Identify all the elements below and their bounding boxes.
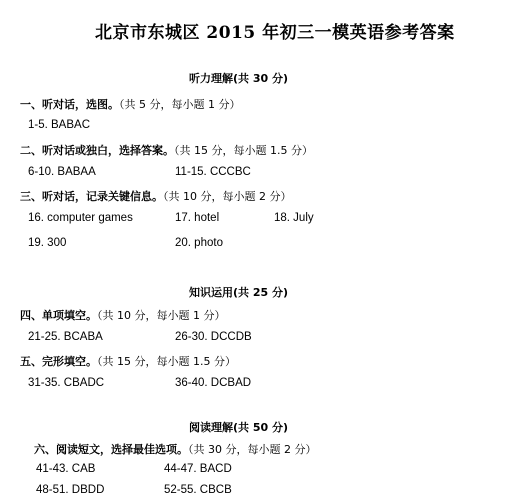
answer-item: 16. computer games xyxy=(28,212,133,224)
question-group-note: （共 30 分，每小题 2 分） xyxy=(188,443,317,456)
answer-item: 18. July xyxy=(274,212,314,224)
section-heading-reading: 阅读理解(共 50 分) xyxy=(189,421,289,434)
answer-item: 1-5. BABAC xyxy=(28,119,90,131)
question-group-label: 一、听对话，选图。 xyxy=(20,98,119,111)
question-group-header xyxy=(20,307,225,323)
answer-item: 31-35. CBADC xyxy=(28,377,105,389)
answer-item: 6-10. BABAA xyxy=(28,166,96,178)
question-group-header xyxy=(20,142,313,158)
question-group-header xyxy=(34,441,316,457)
question-group-header xyxy=(20,96,240,112)
answer-item: 44-47. BACD xyxy=(164,463,232,475)
question-group-label: 五、完形填空。 xyxy=(20,355,97,368)
question-group-note: （共 15 分，每小题 1.5 分） xyxy=(97,355,236,368)
question-group-label: 四、单项填空。 xyxy=(20,309,97,322)
question-group-note: （共 15 分，每小题 1.5 分） xyxy=(174,144,313,157)
answer-item: 48-51. DBDD xyxy=(36,484,105,496)
question-group-label: 二、听对话或独白，选择答案。 xyxy=(20,144,174,157)
answer-item: 26-30. DCCDB xyxy=(175,331,252,343)
answer-item: 41-43. CAB xyxy=(36,463,96,475)
answer-item: 36-40. DCBAD xyxy=(175,377,252,389)
answer-item: 21-25. BCABA xyxy=(28,331,103,343)
question-group-label: 六、阅读短文，选择最佳选项。 xyxy=(34,443,188,456)
section-heading-listening: 听力理解(共 30 分) xyxy=(189,72,289,85)
document-title: 北京市东城区 2015 年初三一模英语参考答案 xyxy=(95,23,455,43)
answer-item: 11-15. CCCBC xyxy=(175,166,251,178)
answer-item: 52-55. CBCB xyxy=(164,484,232,496)
question-group-note: （共 10 分，每小题 2 分） xyxy=(163,190,292,203)
answer-item: 17. hotel xyxy=(175,212,220,224)
question-group-header xyxy=(20,188,291,204)
section-heading-language-use: 知识运用(共 25 分) xyxy=(189,286,289,299)
question-group-label: 三、听对话，记录关键信息。 xyxy=(20,190,163,203)
question-group-note: （共 10 分，每小题 1 分） xyxy=(97,309,226,322)
answer-item: 20. photo xyxy=(175,237,223,249)
question-group-note: （共 5 分，每小题 1 分） xyxy=(119,98,241,111)
answer-item: 19. 300 xyxy=(28,237,67,249)
question-group-header xyxy=(20,353,236,369)
